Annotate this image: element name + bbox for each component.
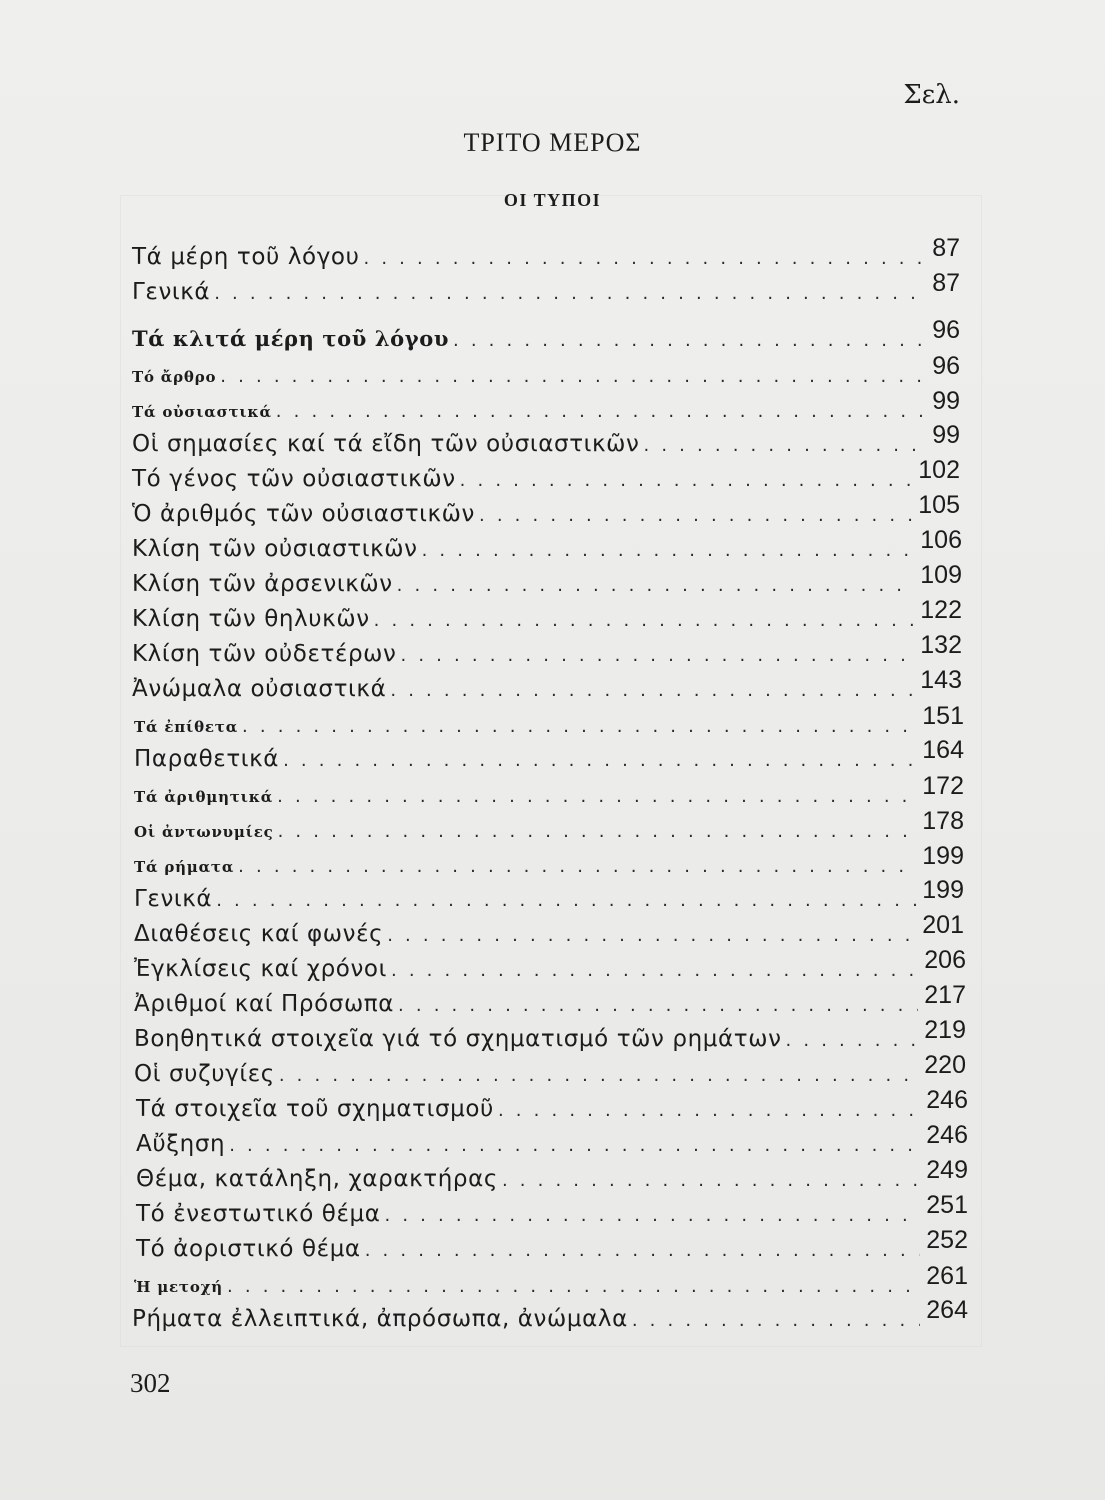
toc-entry-label: Ὁ ἀριθμός τῶν οὐσιαστικῶν (132, 501, 475, 527)
toc-entry (132, 352, 960, 396)
toc-entry-label: Ρήματα ἐλλειπτικά, ἀπρόσωπα, ἀνώμαλα (132, 1306, 628, 1332)
toc-entry-page: 109 (920, 561, 962, 589)
toc-entry-page: 99 (932, 387, 960, 415)
toc-entry-label: Τά στοιχεῖα τοῦ σχηματισμοῦ (136, 1096, 494, 1122)
toc-leader-dots (364, 248, 927, 269)
toc-entry (132, 631, 962, 675)
toc-entry-label: Ἡ μετοχή (134, 1278, 224, 1296)
toc-entry-page: 106 (920, 526, 962, 554)
toc-leader-dots (229, 1135, 920, 1156)
toc-entry (134, 876, 964, 920)
toc-entry-label: Τά ρήματα (134, 858, 235, 876)
toc-leader-dots (276, 401, 926, 422)
toc-leader-dots (422, 540, 915, 561)
toc-entry-page: 105 (918, 491, 960, 519)
toc-entry-page: 220 (924, 1051, 966, 1079)
toc-entry-page: 132 (920, 631, 962, 659)
toc-entry-page: 246 (926, 1121, 968, 1149)
toc-entry-page: 199 (922, 876, 964, 904)
toc-entry (134, 981, 966, 1025)
toc-entry (134, 736, 964, 780)
toc-entry-page: 99 (932, 421, 960, 449)
toc-entry (134, 1262, 968, 1306)
toc-leader-dots (238, 856, 916, 877)
toc-entry-page: 249 (926, 1156, 968, 1184)
toc-leader-dots (460, 470, 913, 491)
toc-leader-dots (398, 995, 918, 1016)
toc-entry (132, 269, 960, 313)
toc-entry-label: Ἀνώμαλα οὐσιαστικά (132, 676, 387, 702)
toc-entry (132, 387, 960, 431)
toc-leader-dots (391, 960, 918, 981)
toc-leader-dots (220, 366, 926, 387)
toc-entry (132, 421, 960, 465)
toc-entry-label: Διαθέσεις καί φωνές (134, 921, 384, 947)
toc-entry-label: Οἱ ἀντωνυμίες (134, 823, 274, 841)
toc-entry (132, 456, 960, 500)
toc-entry (136, 1226, 968, 1270)
toc-entry-label: Κλίση τῶν θηλυκῶν (132, 606, 370, 632)
toc-leader-dots (502, 1170, 920, 1191)
toc-entry (134, 1051, 966, 1095)
toc-leader-dots (387, 925, 916, 946)
section-title: ΟΙ ΤΥΠΟΙ (503, 190, 602, 210)
toc-entry-page: 252 (926, 1226, 968, 1254)
toc-entry (132, 1296, 968, 1340)
toc-leader-dots (498, 1100, 920, 1121)
toc-leader-dots (227, 1276, 920, 1297)
toc-entry-label: Αὔξηση (136, 1131, 226, 1157)
toc-leader-dots (786, 1030, 919, 1051)
toc-entry-page: 217 (924, 981, 966, 1009)
toc-entry (136, 1086, 968, 1130)
toc-entry-page: 102 (918, 456, 960, 484)
toc-entry-label: Τά μέρη τοῦ λόγου (132, 244, 360, 270)
toc-entry-label: Γενικά (132, 279, 211, 305)
toc-entry-label: Κλίση τῶν ἀρσενικῶν (132, 571, 393, 597)
toc-entry-page: 122 (920, 596, 962, 624)
toc-leader-dots (277, 786, 916, 807)
toc-leader-dots (279, 1065, 918, 1086)
toc-leader-dots (453, 330, 926, 351)
toc-entry-page: 87 (932, 269, 960, 297)
toc-entry (132, 666, 962, 710)
toc-entry (132, 234, 960, 278)
toc-entry (136, 1156, 968, 1200)
toc-entry-label: Οἱ σημασίες καί τά εἴδη τῶν οὐσιαστικῶν (132, 431, 640, 457)
toc-entry-page: 251 (926, 1191, 968, 1219)
toc-entry-label: Κλίση τῶν οὐδετέρων (132, 641, 397, 667)
toc-entry-label: Τά ἐπίθετα (134, 718, 239, 736)
toc-leader-dots (400, 645, 914, 666)
toc-leader-dots (397, 575, 915, 596)
toc-entry-page: 87 (932, 234, 960, 262)
toc-entry-label: Τά κλιτά μέρη τοῦ λόγου (132, 326, 449, 351)
toc-entry (134, 911, 964, 955)
toc-entry (134, 807, 964, 851)
toc-entry (134, 946, 966, 990)
toc-leader-dots (216, 890, 916, 911)
toc-entry (136, 1191, 968, 1235)
toc-entry-page: 178 (922, 807, 964, 835)
page-number: 302 (130, 1368, 171, 1398)
toc-entry-label: Ἀριθμοί καί Πρόσωπα (134, 991, 395, 1017)
toc-entry-page: 96 (932, 352, 960, 380)
toc-entry-label: Ἐγκλίσεις καί χρόνοι (134, 956, 387, 982)
toc-leader-dots (390, 680, 914, 701)
part-title: ΤΡΙΤΟ ΜΕΡΟΣ (463, 128, 642, 157)
toc-entry-page: 96 (932, 316, 960, 344)
toc-entry (134, 842, 964, 886)
toc-entry-label: Βοηθητικά στοιχεῖα γιά τό σχηματισμό τῶν ρημάτων (134, 1026, 782, 1052)
toc-entry (132, 316, 960, 360)
toc-leader-dots (374, 610, 915, 631)
toc-entry (136, 1121, 968, 1165)
toc-leader-dots (283, 750, 916, 771)
toc-entry (134, 702, 964, 746)
toc-entry (132, 596, 962, 640)
toc-entry-label: Παραθετικά (134, 746, 280, 772)
toc-entry-page: 219 (924, 1016, 966, 1044)
toc-entry-label: Τό ἀοριστικό θέμα (136, 1236, 361, 1262)
toc-leader-dots (385, 1205, 921, 1226)
toc-entry-page: 143 (920, 666, 962, 694)
toc-entry (134, 772, 964, 816)
toc-entry-page: 201 (922, 911, 964, 939)
toc-entry-label: Τό ἐνεστωτικό θέμα (136, 1201, 381, 1227)
toc-leader-dots (278, 821, 917, 842)
page-column-marker: Σελ. (903, 80, 960, 110)
toc-leader-dots (479, 505, 912, 526)
toc-entry-label: Τό γένος τῶν οὐσιαστικῶν (132, 466, 456, 492)
toc-leader-dots (214, 283, 926, 304)
toc-entry-page: 261 (926, 1262, 968, 1290)
toc-entry-label: Οἱ συζυγίες (134, 1061, 275, 1087)
toc-entry-label: Γενικά (134, 886, 213, 912)
toc-entry-page: 151 (922, 702, 964, 730)
toc-entry-label: Τό ἄρθρο (132, 368, 217, 386)
toc-leader-dots (365, 1240, 921, 1261)
toc-entry-page: 264 (926, 1296, 968, 1324)
toc-entry-label: Τά οὐσιαστικά (132, 403, 272, 421)
toc-entry-page: 172 (922, 772, 964, 800)
toc-entry-page: 199 (922, 842, 964, 870)
toc-entry-page: 246 (926, 1086, 968, 1114)
toc-entry-label: Τά ἀριθμητικά (134, 788, 274, 806)
toc-leader-dots (242, 716, 916, 737)
toc-leader-dots (644, 435, 927, 456)
toc-leader-dots (632, 1310, 920, 1331)
toc-entry-page: 206 (924, 946, 966, 974)
toc-entry-label: Κλίση τῶν οὐσιαστικῶν (132, 536, 418, 562)
toc-entry (132, 526, 962, 570)
toc-entry (132, 561, 962, 605)
toc-entry (132, 491, 960, 535)
toc-entry-page: 164 (922, 736, 964, 764)
toc-entry-label: Θέμα, κατάληξη, χαρακτήρας (136, 1166, 498, 1192)
toc-entry (134, 1016, 966, 1060)
